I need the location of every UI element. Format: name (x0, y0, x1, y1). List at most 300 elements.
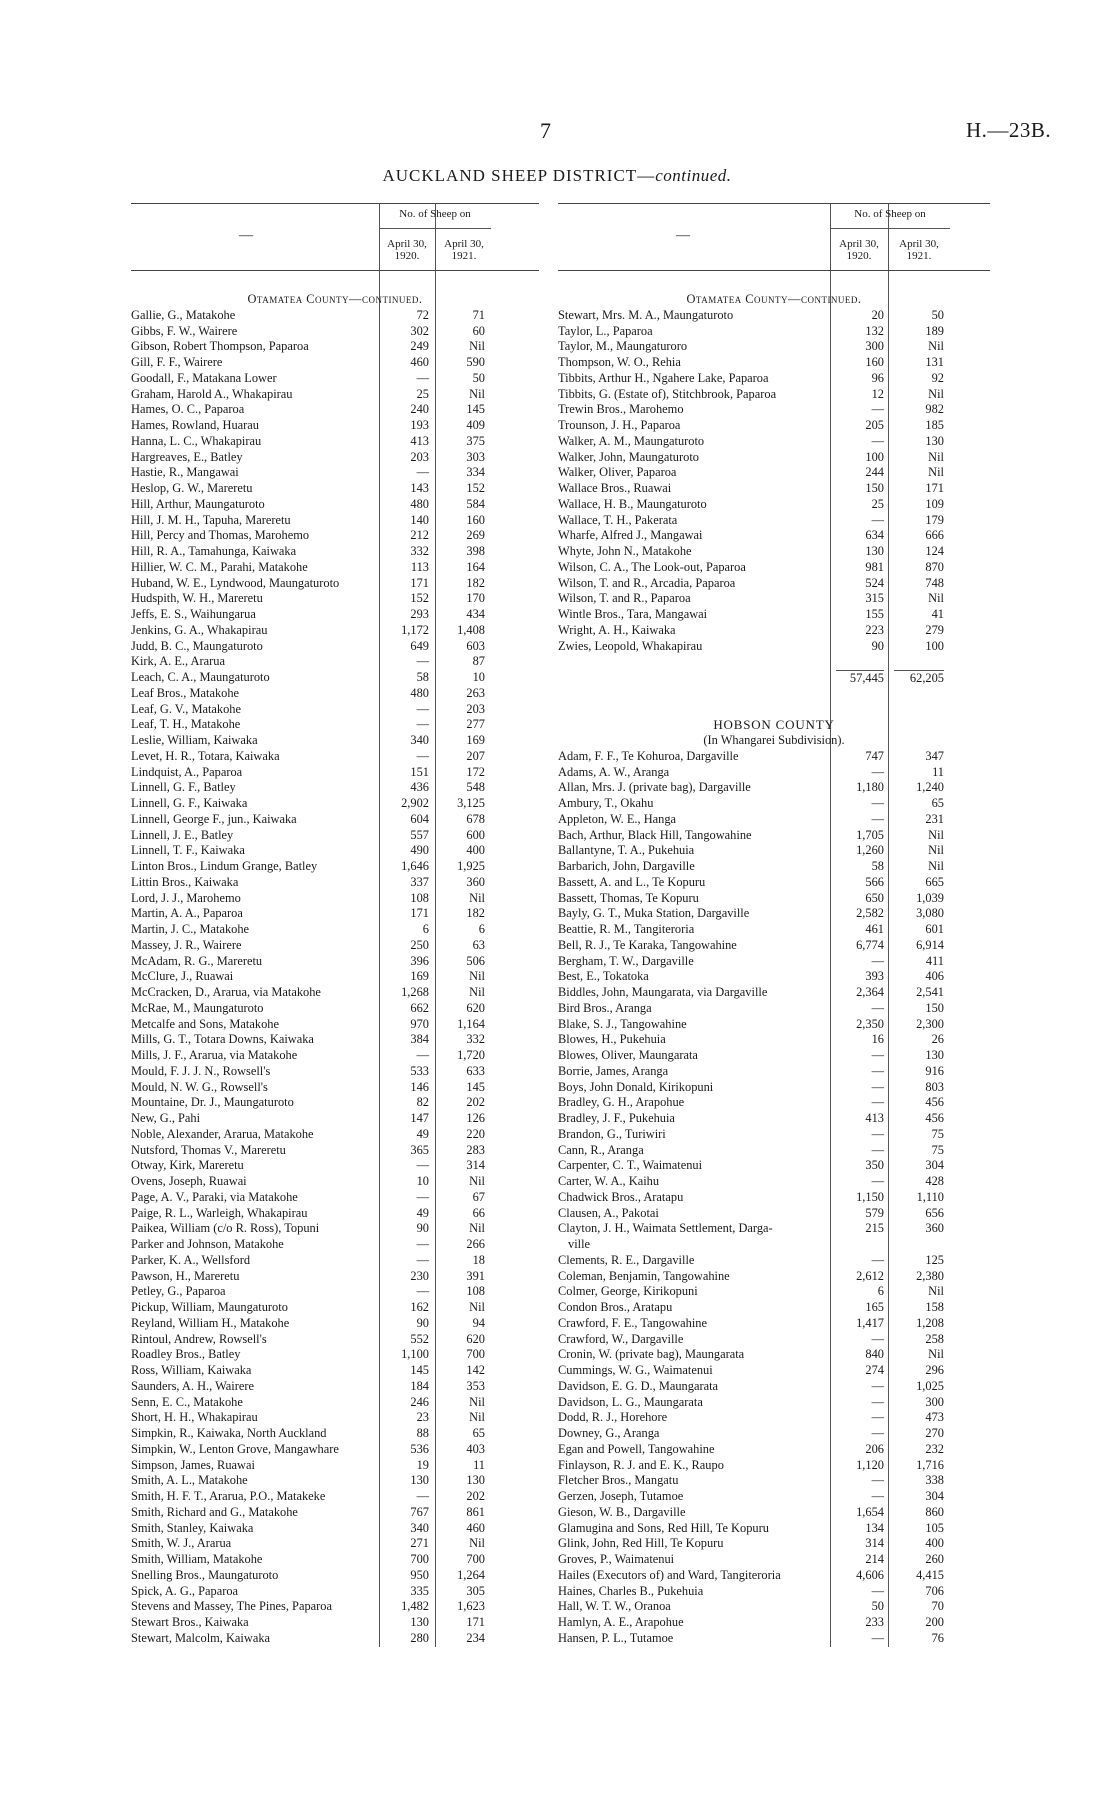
left-table (131, 203, 539, 1647)
table-row (558, 1064, 990, 1080)
holder-name: Borrie, James, Aranga (558, 1063, 669, 1078)
sheep-1920: 20 (871, 307, 884, 322)
table-row (558, 308, 990, 324)
sheep-1921: 590 (466, 355, 485, 369)
sheep-1920: 58 (416, 670, 429, 684)
table-row (131, 1048, 539, 1064)
sheep-1920: — (416, 1252, 429, 1267)
sheep-1921: 360 (466, 874, 485, 889)
holder-name: Metcalfe and Sons, Matakohe (131, 1016, 279, 1031)
sheep-1920: 271 (410, 1536, 429, 1551)
sheep-1920: 634 (865, 528, 884, 543)
holder-name: Smith, Stanley, Kaiwaka (131, 1520, 254, 1535)
holder-name: Mould, N. W. G., Rowsell's (131, 1079, 268, 1094)
table-row (558, 906, 990, 922)
table-row (131, 859, 539, 875)
sheep-1921: 403 (466, 1441, 485, 1456)
sheep-1921: 548 (466, 780, 485, 795)
holder-name: Wilson, C. A., The Look-out, Paparoa (558, 559, 746, 574)
sheep-1920: 184 (410, 1378, 429, 1393)
sheep-1920: 90 (416, 1221, 429, 1236)
sheep-1920: 536 (410, 1441, 429, 1456)
table-row (131, 450, 539, 466)
sheep-1920: 1,654 (856, 1504, 884, 1519)
table-row (558, 1552, 990, 1568)
sheep-1921: 231 (925, 811, 944, 826)
table-row (131, 591, 539, 607)
sheep-1921: 584 (466, 496, 485, 511)
sheep-1921: 706 (925, 1583, 944, 1598)
sheep-1920: — (871, 1252, 884, 1267)
holder-name: Hudspith, W. H., Mareretu (131, 591, 263, 606)
holder-name: Walker, Oliver, Paparoa (558, 465, 677, 480)
sheep-1921: Nil (928, 1284, 944, 1299)
sheep-1920: 100 (865, 449, 884, 464)
sheep-1920: 233 (865, 1615, 884, 1629)
holder-name: Barbarich, John, Dargaville (558, 859, 695, 873)
sheep-1920: — (416, 1189, 429, 1204)
sheep-1921: 1,025 (916, 1378, 944, 1393)
sheep-1920: — (416, 1048, 429, 1062)
sheep-1920: 2,364 (856, 985, 884, 999)
sheep-1921: 656 (925, 1205, 944, 1220)
sheep-1920: 140 (410, 512, 429, 527)
holder-name: McCracken, D., Ararua, via Matakohe (131, 985, 321, 999)
table-row (131, 1284, 539, 1300)
holder-name: Trewin Bros., Marohemo (558, 402, 684, 417)
table-row (131, 560, 539, 576)
sheep-1921: Nil (928, 465, 944, 480)
holder-name: Reyland, William H., Matakohe (131, 1315, 290, 1330)
sheep-1921: 130 (925, 433, 944, 448)
sheep-1920: — (871, 1394, 884, 1409)
holder-name: Glink, John, Red Hill, Te Kopuru (558, 1536, 724, 1551)
sheep-1921: 398 (466, 544, 485, 558)
table-row (558, 1379, 990, 1395)
table-row (131, 1505, 539, 1521)
sheep-1921: 266 (466, 1237, 485, 1251)
sheep-1920: 6 (877, 1284, 884, 1299)
table-row (131, 1521, 539, 1537)
sheep-1920: — (871, 1583, 884, 1598)
table-row (131, 843, 539, 859)
sheep-1920: 165 (865, 1300, 884, 1314)
table-row (558, 1206, 990, 1222)
sheep-1921: 152 (466, 481, 485, 495)
holder-name: Hansen, P. L., Tutamoe (558, 1630, 674, 1645)
sheep-1920: 134 (865, 1520, 884, 1535)
sheep-1921: 26 (931, 1032, 944, 1047)
holder-name: Mountaine, Dr. J., Maungaturoto (131, 1095, 294, 1110)
table-row (131, 544, 539, 560)
table-row (558, 985, 990, 1001)
table-row-heading (558, 717, 990, 733)
sheep-1921: Nil (469, 386, 485, 401)
holder-name: Petley, G., Paparoa (131, 1284, 226, 1299)
table-row (558, 765, 990, 781)
sheep-1920: 1,120 (856, 1457, 884, 1472)
sheep-1920: 193 (410, 418, 429, 432)
sheep-1921: 314 (466, 1158, 485, 1173)
sheep-1921: 234 (466, 1630, 485, 1645)
table-row (558, 1505, 990, 1521)
sheep-1920: 244 (865, 465, 884, 480)
holder-name: Appleton, W. E., Hanga (558, 811, 677, 826)
sheep-1920: 214 (865, 1552, 884, 1566)
sheep-1920: 150 (865, 481, 884, 495)
table-row (558, 481, 990, 497)
holder-name: Trounson, J. H., Paparoa (558, 418, 681, 432)
sheep-1921: 506 (466, 953, 485, 968)
table-row (131, 654, 539, 670)
table-row (131, 1253, 539, 1269)
sheep-1921: 303 (466, 449, 485, 464)
holder-name: Egan and Powell, Tangowahine (558, 1441, 715, 1456)
holder-name: Paikea, William (c/o R. Ross), Topuni (131, 1221, 320, 1236)
sheep-1921: 338 (925, 1473, 944, 1488)
sheep-1921: 860 (925, 1504, 944, 1519)
holder-name: Bird Bros., Aranga (558, 1000, 652, 1015)
holder-name: Parker and Johnson, Matakohe (131, 1237, 284, 1251)
sheep-1920: 25 (871, 496, 884, 511)
holder-name: Smith, Richard and G., Matakohe (131, 1504, 298, 1519)
holder-name: (In Whangarei Subdivision). (703, 733, 845, 747)
sheep-1921: 11 (932, 764, 944, 779)
sheep-1921: Nil (928, 591, 944, 606)
holder-name: Tibbits, G. (Estate of), Stitchbrook, Paparoa (558, 386, 777, 401)
table-row (131, 513, 539, 529)
holder-name: Simpkin, R., Kaiwaka, North Auckland (131, 1426, 327, 1440)
sheep-1921: 700 (466, 1347, 485, 1362)
holder-name: Gibbs, F. W., Wairere (131, 323, 238, 338)
holder-name: Pawson, H., Mareretu (131, 1268, 240, 1283)
sheep-1921: 130 (925, 1048, 944, 1062)
sheep-1920: 240 (410, 402, 429, 417)
sheep-1920: 49 (416, 1126, 429, 1141)
table-row (131, 339, 539, 355)
sheep-1921: 305 (466, 1583, 485, 1598)
holder-name: Saunders, A. H., Wairere (131, 1378, 254, 1393)
sheep-1921: 126 (466, 1111, 485, 1125)
sheep-1920: 152 (410, 591, 429, 606)
sheep-1920: 16 (871, 1032, 884, 1047)
holder-name: Martin, J. C., Matakohe (131, 922, 250, 936)
holder-name: Hamlyn, A. E., Arapohue (558, 1615, 684, 1629)
holder-name: Linton Bros., Lindum Grange, Batley (131, 859, 318, 873)
holder-name: Snelling Bros., Maungaturoto (131, 1567, 279, 1582)
sheep-1920: 6 (422, 922, 429, 936)
sheep-1920: 315 (865, 591, 884, 606)
table-row (131, 1300, 539, 1316)
sheep-1921: 400 (925, 1536, 944, 1551)
sheep-1920: 160 (865, 355, 884, 369)
holder-name: Stevens and Massey, The Pines, Paparoa (131, 1599, 332, 1614)
sheep-1921: 220 (466, 1126, 485, 1141)
holder-name: Short, H. H., Whakapirau (131, 1410, 258, 1425)
table-row-county (558, 292, 990, 308)
holder-name: Davidson, L. G., Maungarata (558, 1394, 703, 1409)
table-row (131, 686, 539, 702)
sheep-1921: Nil (469, 1536, 485, 1551)
holder-name: Stewart, Malcolm, Kaiwaka (131, 1630, 271, 1645)
sheep-1921: 3,125 (457, 796, 485, 810)
sheep-1920: 130 (410, 1615, 429, 1629)
holder-name: Leach, C. A., Maungaturoto (131, 670, 270, 684)
table-row (131, 1473, 539, 1489)
table-row (131, 906, 539, 922)
table-row (558, 1269, 990, 1285)
holder-name: Hargreaves, E., Batley (131, 449, 243, 464)
holder-name: Hanna, L. C., Whakapirau (131, 433, 262, 448)
sheep-1921: 347 (925, 748, 944, 763)
sheep-1920: 206 (865, 1441, 884, 1456)
right-header-group: No. of Sheep on (854, 208, 926, 220)
table-row-sub (558, 733, 990, 749)
sheep-1921: 171 (466, 1615, 485, 1629)
holder-name: Linnell, J. E., Batley (131, 827, 234, 842)
sheep-1921: 158 (925, 1300, 944, 1314)
sheep-1920: 130 (865, 544, 884, 558)
holder-name: Bradley, G. H., Arapohue (558, 1095, 685, 1110)
sheep-1921: 179 (925, 512, 944, 527)
sheep-1920: 72 (416, 307, 429, 322)
table-row (558, 544, 990, 560)
sheep-1921: 473 (925, 1410, 944, 1425)
table-row (131, 1584, 539, 1600)
table-row (558, 387, 990, 403)
table-row (558, 1489, 990, 1505)
sheep-1920: 25 (416, 386, 429, 401)
holder-name: Leslie, William, Kaiwaka (131, 733, 258, 747)
table-row (558, 1001, 990, 1017)
sheep-1920: 250 (410, 937, 429, 952)
sheep-1921: 1,264 (457, 1567, 485, 1582)
table-row (558, 812, 990, 828)
sheep-1921: 700 (466, 1552, 485, 1566)
table-row (558, 1473, 990, 1489)
table-row (558, 1615, 990, 1631)
sheep-1921: 203 (466, 701, 485, 716)
sheep-1920: — (871, 1426, 884, 1440)
sheep-1921: Nil (928, 859, 944, 873)
sheep-1920: — (416, 748, 429, 763)
holder-name: Judd, B. C., Maungaturoto (131, 638, 263, 653)
sheep-1920: 2,902 (401, 796, 429, 810)
table-row (558, 576, 990, 592)
holder-name: Noble, Alexander, Ararua, Matakohe (131, 1126, 314, 1141)
sheep-1920: — (871, 1489, 884, 1503)
sheep-1920: 461 (865, 922, 884, 936)
sheep-1921: 87 (472, 654, 485, 669)
sheep-1921: 666 (925, 528, 944, 543)
table-row (558, 371, 990, 387)
holder-name: Carter, W. A., Kaihu (558, 1174, 660, 1188)
sheep-1921: 182 (466, 575, 485, 590)
table-row (558, 1300, 990, 1316)
sheep-1921: 456 (925, 1095, 944, 1110)
sheep-1921: 633 (466, 1063, 485, 1078)
table-row (131, 355, 539, 371)
sheep-1920: 90 (871, 638, 884, 653)
sheep-1921: 50 (472, 370, 485, 385)
table-row (131, 371, 539, 387)
holder-name: Massey, J. R., Wairere (131, 937, 242, 952)
sheep-1921: 76 (931, 1630, 944, 1645)
holder-name: Blowes, Oliver, Maungarata (558, 1048, 698, 1062)
table-row (558, 1395, 990, 1411)
sheep-1921: 620 (466, 1000, 485, 1015)
holder-name: Stewart, Mrs. M. A., Maungaturoto (558, 307, 734, 322)
sheep-1921: 270 (925, 1426, 944, 1440)
sheep-1920: — (871, 433, 884, 448)
holder-name: Senn, E. C., Matakohe (131, 1394, 243, 1409)
holder-name: Clayton, J. H., Waimata Settlement, Darga- (558, 1221, 773, 1236)
table-row (558, 402, 990, 418)
sheep-1920: — (871, 1378, 884, 1393)
sheep-1921: 1,623 (457, 1599, 485, 1614)
holder-name: Jenkins, G. A., Whakapirau (131, 622, 268, 637)
holder-name: ville (568, 1237, 591, 1251)
sheep-1921: 3,080 (916, 906, 944, 921)
table-row (131, 1332, 539, 1348)
sheep-1920: 88 (416, 1426, 429, 1440)
table-row (131, 938, 539, 954)
holder-name: Wright, A. H., Kaiwaka (558, 622, 676, 637)
holder-name: Clausen, A., Pakotai (558, 1205, 659, 1220)
sheep-1921: Nil (469, 1174, 485, 1188)
sheep-1920: — (871, 1095, 884, 1110)
sheep-1921: 124 (925, 544, 944, 558)
sheep-1921: Nil (469, 1300, 485, 1314)
sheep-1920: 350 (865, 1158, 884, 1173)
table-row (131, 1552, 539, 1568)
sheep-1920: — (416, 1158, 429, 1173)
sheep-1921: 260 (925, 1552, 944, 1566)
table-row (131, 308, 539, 324)
sheep-1920: 90 (416, 1315, 429, 1330)
sheep-1920: 58 (871, 859, 884, 873)
table-row (131, 1631, 539, 1647)
sheep-1920: 302 (410, 323, 429, 338)
holder-name: Adams, A. W., Aranga (558, 764, 670, 779)
sheep-1921: 277 (466, 717, 485, 732)
page-number: 7 (540, 118, 551, 143)
sheep-1920: 662 (410, 1000, 429, 1015)
sheep-1921: 460 (466, 1520, 485, 1535)
sheep-1920: 280 (410, 1630, 429, 1645)
table-row (131, 1127, 539, 1143)
holder-name: Rintoul, Andrew, Rowsell's (131, 1331, 267, 1346)
holder-name: Lord, J. J., Marohemo (131, 890, 241, 905)
sheep-1921: 1,720 (457, 1048, 485, 1062)
holder-name: Davidson, E. G. D., Maungarata (558, 1378, 719, 1393)
table-row (131, 985, 539, 1001)
holder-name: Condon Bros., Aratapu (558, 1300, 673, 1314)
sheep-1920: — (416, 654, 429, 669)
sheep-1921: 296 (925, 1363, 944, 1377)
holder-name: Hailes (Executors of) and Ward, Tangiteroria (558, 1567, 781, 1582)
table-row (131, 1347, 539, 1363)
sheep-1921: 428 (925, 1174, 944, 1188)
table-row (131, 780, 539, 796)
table-row (131, 1489, 539, 1505)
sheep-1920: 1,172 (401, 622, 429, 637)
holder-name: Bradley, J. F., Pukehuia (558, 1111, 675, 1125)
sheep-1920: 2,612 (856, 1268, 884, 1283)
sheep-1920: 143 (410, 481, 429, 495)
sheep-1920: 524 (865, 575, 884, 590)
sheep-1921: 185 (925, 418, 944, 432)
sheep-1920: — (416, 701, 429, 716)
table-row (131, 1190, 539, 1206)
sheep-1920: 246 (410, 1394, 429, 1409)
sheep-1920: 566 (865, 874, 884, 889)
holder-name: Bergham, T. W., Dargaville (558, 953, 694, 968)
holder-name: Hall, W. T. W., Oranoa (558, 1599, 671, 1614)
holder-name: Adam, F. F., Te Kohuroa, Dargaville (558, 748, 739, 763)
table-row (558, 1584, 990, 1600)
table-row (558, 891, 990, 907)
sheep-1921: 434 (466, 607, 485, 621)
sheep-1920: 413 (410, 433, 429, 448)
holder-name: Clements, R. E., Dargaville (558, 1252, 695, 1267)
table-row (131, 1536, 539, 1552)
holder-name: Gieson, W. B., Dargaville (558, 1504, 686, 1519)
sheep-1920: 169 (410, 969, 429, 984)
table-row (131, 1599, 539, 1615)
sheep-1921: 1,408 (457, 622, 485, 637)
sheep-1921: 125 (925, 1252, 944, 1267)
sheep-1921: 100 (925, 638, 944, 653)
table-row (558, 1080, 990, 1096)
sheep-1921: 332 (466, 1032, 485, 1047)
holder-name: Leaf, G. V., Matakohe (131, 701, 241, 716)
table-row (558, 1410, 990, 1426)
sheep-1921: 803 (925, 1079, 944, 1094)
table-row (558, 796, 990, 812)
sheep-1921: Nil (469, 890, 485, 905)
holder-name: Mould, F. J. J. N., Rowsell's (131, 1063, 271, 1078)
sheep-1920: — (871, 512, 884, 527)
table-row (558, 1221, 990, 1237)
sheep-1920: 215 (865, 1221, 884, 1236)
holder-name: Zwies, Leopold, Whakapirau (558, 638, 703, 653)
sheep-1921: 678 (466, 811, 485, 826)
sheep-1921: 263 (466, 685, 485, 700)
sheep-1920: 203 (410, 449, 429, 464)
sheep-1920: 340 (410, 733, 429, 747)
holder-name: Dodd, R. J., Horehore (558, 1410, 668, 1425)
sheep-1920: 650 (865, 890, 884, 905)
sheep-1920: 840 (865, 1347, 884, 1362)
table-row (131, 1001, 539, 1017)
right-header-1921: April 30, 1921. (899, 238, 939, 262)
holder-name: Thompson, W. O., Rehia (558, 355, 681, 369)
holder-name: Tibbits, Arthur H., Ngahere Lake, Paparoa (558, 370, 769, 385)
sheep-1920: — (871, 1000, 884, 1015)
sheep-1921: 75 (931, 1126, 944, 1141)
table-row (131, 1458, 539, 1474)
sheep-1920: 1,100 (401, 1347, 429, 1362)
sheep-1920: 113 (410, 559, 429, 574)
table-row (558, 1426, 990, 1442)
holder-name: Wilson, T. and R., Paparoa (558, 591, 691, 606)
sheep-1920: — (871, 1410, 884, 1425)
sheep-1921: 94 (472, 1315, 485, 1330)
sheep-1920: 2,582 (856, 906, 884, 921)
sheep-1921: 6 (478, 922, 485, 936)
holder-name: McRae, M., Maungaturoto (131, 1000, 264, 1015)
